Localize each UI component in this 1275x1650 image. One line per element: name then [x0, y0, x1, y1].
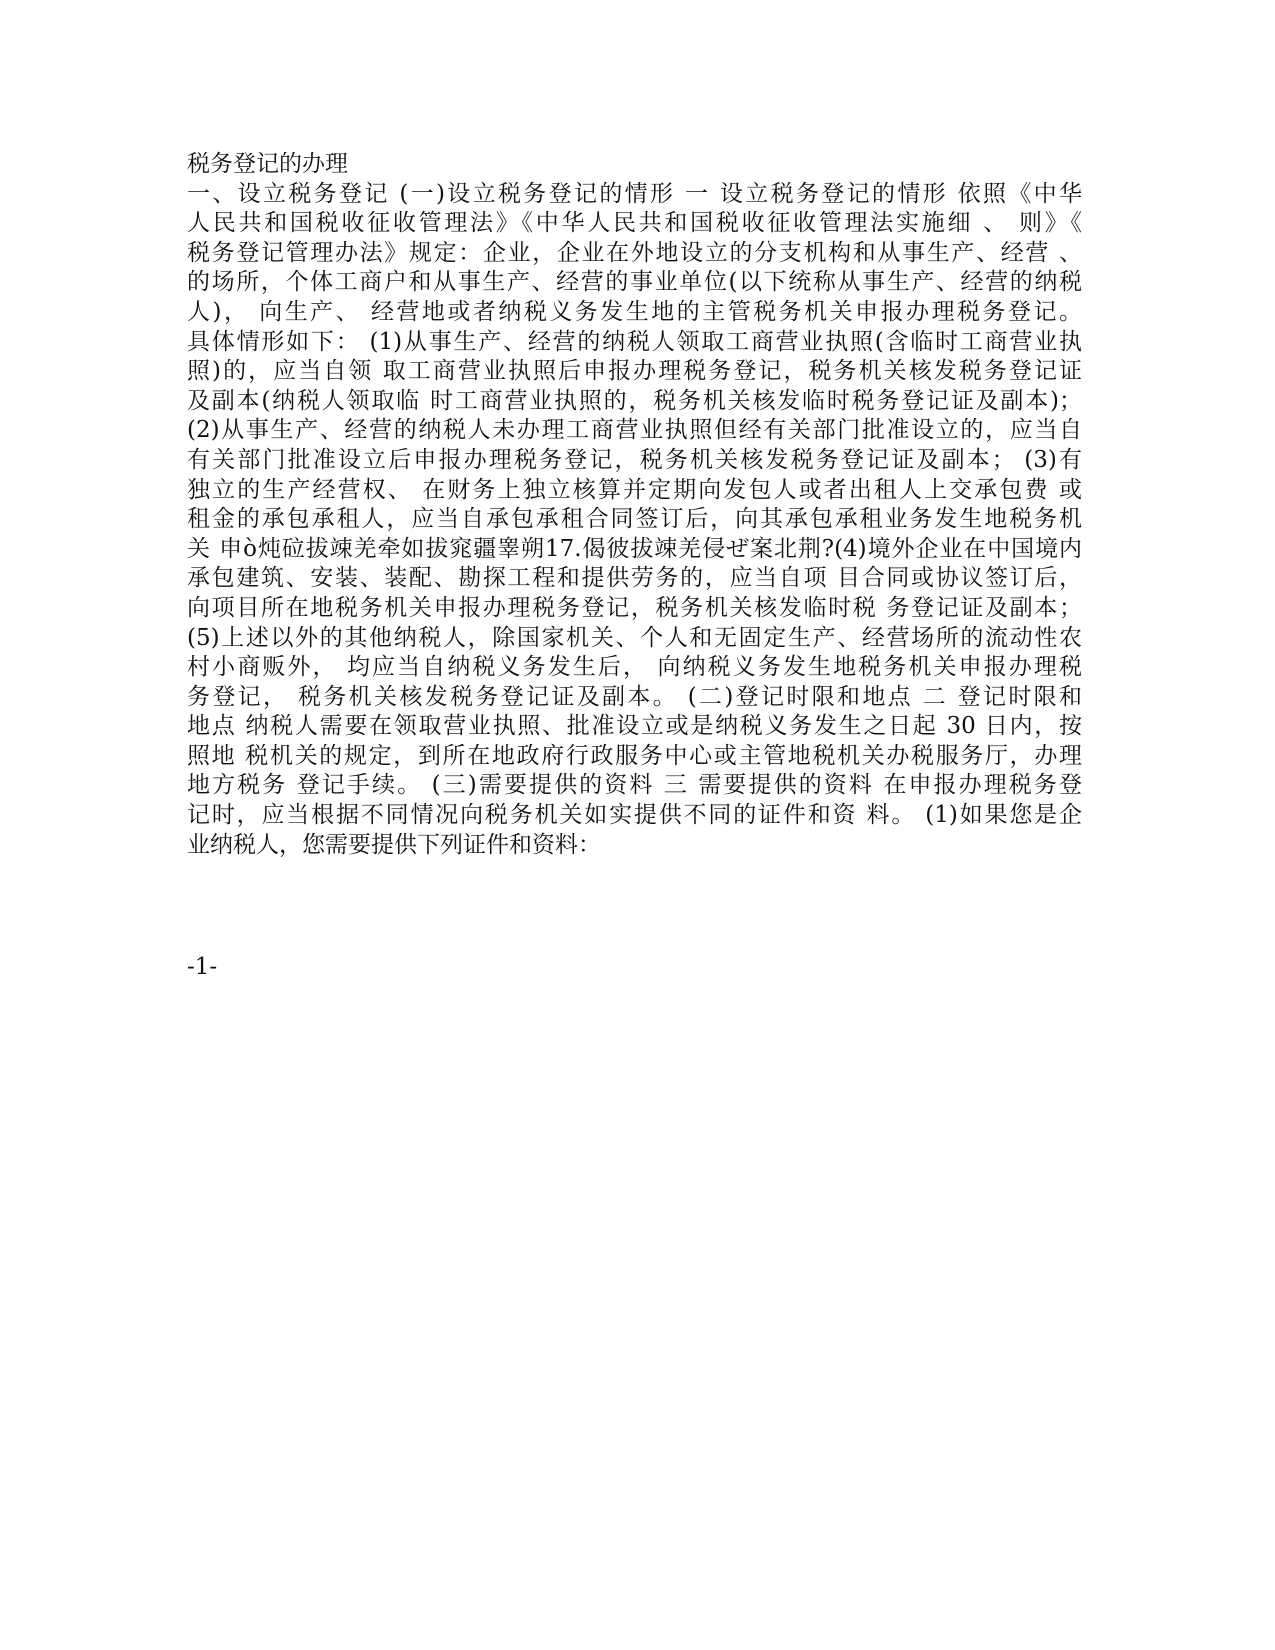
body-line: (5)上述以外的其他纳税人，除国家机关、个人和无固定生产、经营场所的流动性农: [187, 624, 1082, 651]
body-line: 租金的承包承租人，应当自承包承租合同签订后，向其承包承租业务发生地税务机: [187, 506, 1082, 533]
body-line: 村小商贩外， 均应当自纳税义务发生后， 向纳税义务发生地税务机关申报办理税: [187, 654, 1082, 681]
body-line: 税务登记管理办法》规定：企业，企业在外地设立的分支机构和从事生产、经营 、: [187, 239, 1082, 266]
body-line: 及副本(纳税人领取临 时工商营业执照的，税务机关核发临时税务登记证及副本)；: [187, 387, 1082, 414]
body-line: 地点 纳税人需要在领取营业执照、批准设立或是纳税义务发生之日起 30 日内，按: [187, 713, 1082, 740]
body-line: 向项目所在地税务机关申报办理税务登记，税务机关核发临时税 务登记证及副本；: [187, 594, 1082, 621]
body-line: 照)的，应当自领 取工商营业执照后申报办理税务登记，税务机关核发税务登记证: [187, 358, 1082, 385]
body-line: 地方税务 登记手续。 (三)需要提供的资料 三 需要提供的资料 在申报办理税务登: [187, 772, 1082, 799]
body-line: 关 申ò炖砬拔竦羌牵如拔窕疆睾朔17.偈彼拔竦羌侵ぜ案北荆?(4)境外企业在中国境内: [187, 535, 1082, 562]
body-line: 务登记， 税务机关核发税务登记证及副本。 (二)登记时限和地点 二 登记时限和: [187, 683, 1082, 710]
body-line: 人民共和国税收征收管理法》《中华人民共和国税收征收管理法实施细 、 则》《: [187, 210, 1082, 237]
body-line: 业纳税人，您需要提供下列证件和资料：: [187, 831, 601, 858]
document-body: [187, 150, 1082, 860]
body-line: 记时，应当根据不同情况向税务机关如实提供不同的证件和资 料。 (1)如果您是企: [187, 802, 1082, 829]
page-number: -1-: [187, 954, 218, 980]
body-line: 承包建筑、安装、装配、勘探工程和提供劳务的，应当自项 目合同或协议签订后，: [187, 565, 1082, 592]
body-line: 一、设立税务登记 (一)设立税务登记的情形 一 设立税务登记的情形 依照《中华: [187, 180, 1082, 207]
body-line: 照地 税机关的规定，到所在地政府行政服务中心或主管地税机关办税服务厅，办理: [187, 742, 1082, 769]
document-title: 税务登记的办理: [187, 151, 348, 177]
body-line: 的场所，个体工商户和从事生产、经营的事业单位(以下统称从事生产、经营的纳税: [187, 269, 1082, 296]
body-line: 人)， 向生产、 经营地或者纳税义务发生地的主管税务机关申报办理税务登记。: [187, 298, 1082, 325]
body-line: 有关部门批准设立后申报办理税务登记，税务机关核发税务登记证及副本； (3)有: [187, 446, 1082, 473]
body-line: 具体情形如下： (1)从事生产、经营的纳税人领取工商营业执照(含临时工商营业执: [187, 328, 1082, 355]
body-line: (2)从事生产、经营的纳税人未办理工商营业执照但经有关部门批准设立的，应当自: [187, 417, 1082, 444]
body-line: 独立的生产经营权、 在财务上独立核算并定期向发包人或者出租人上交承包费 或: [187, 476, 1082, 503]
